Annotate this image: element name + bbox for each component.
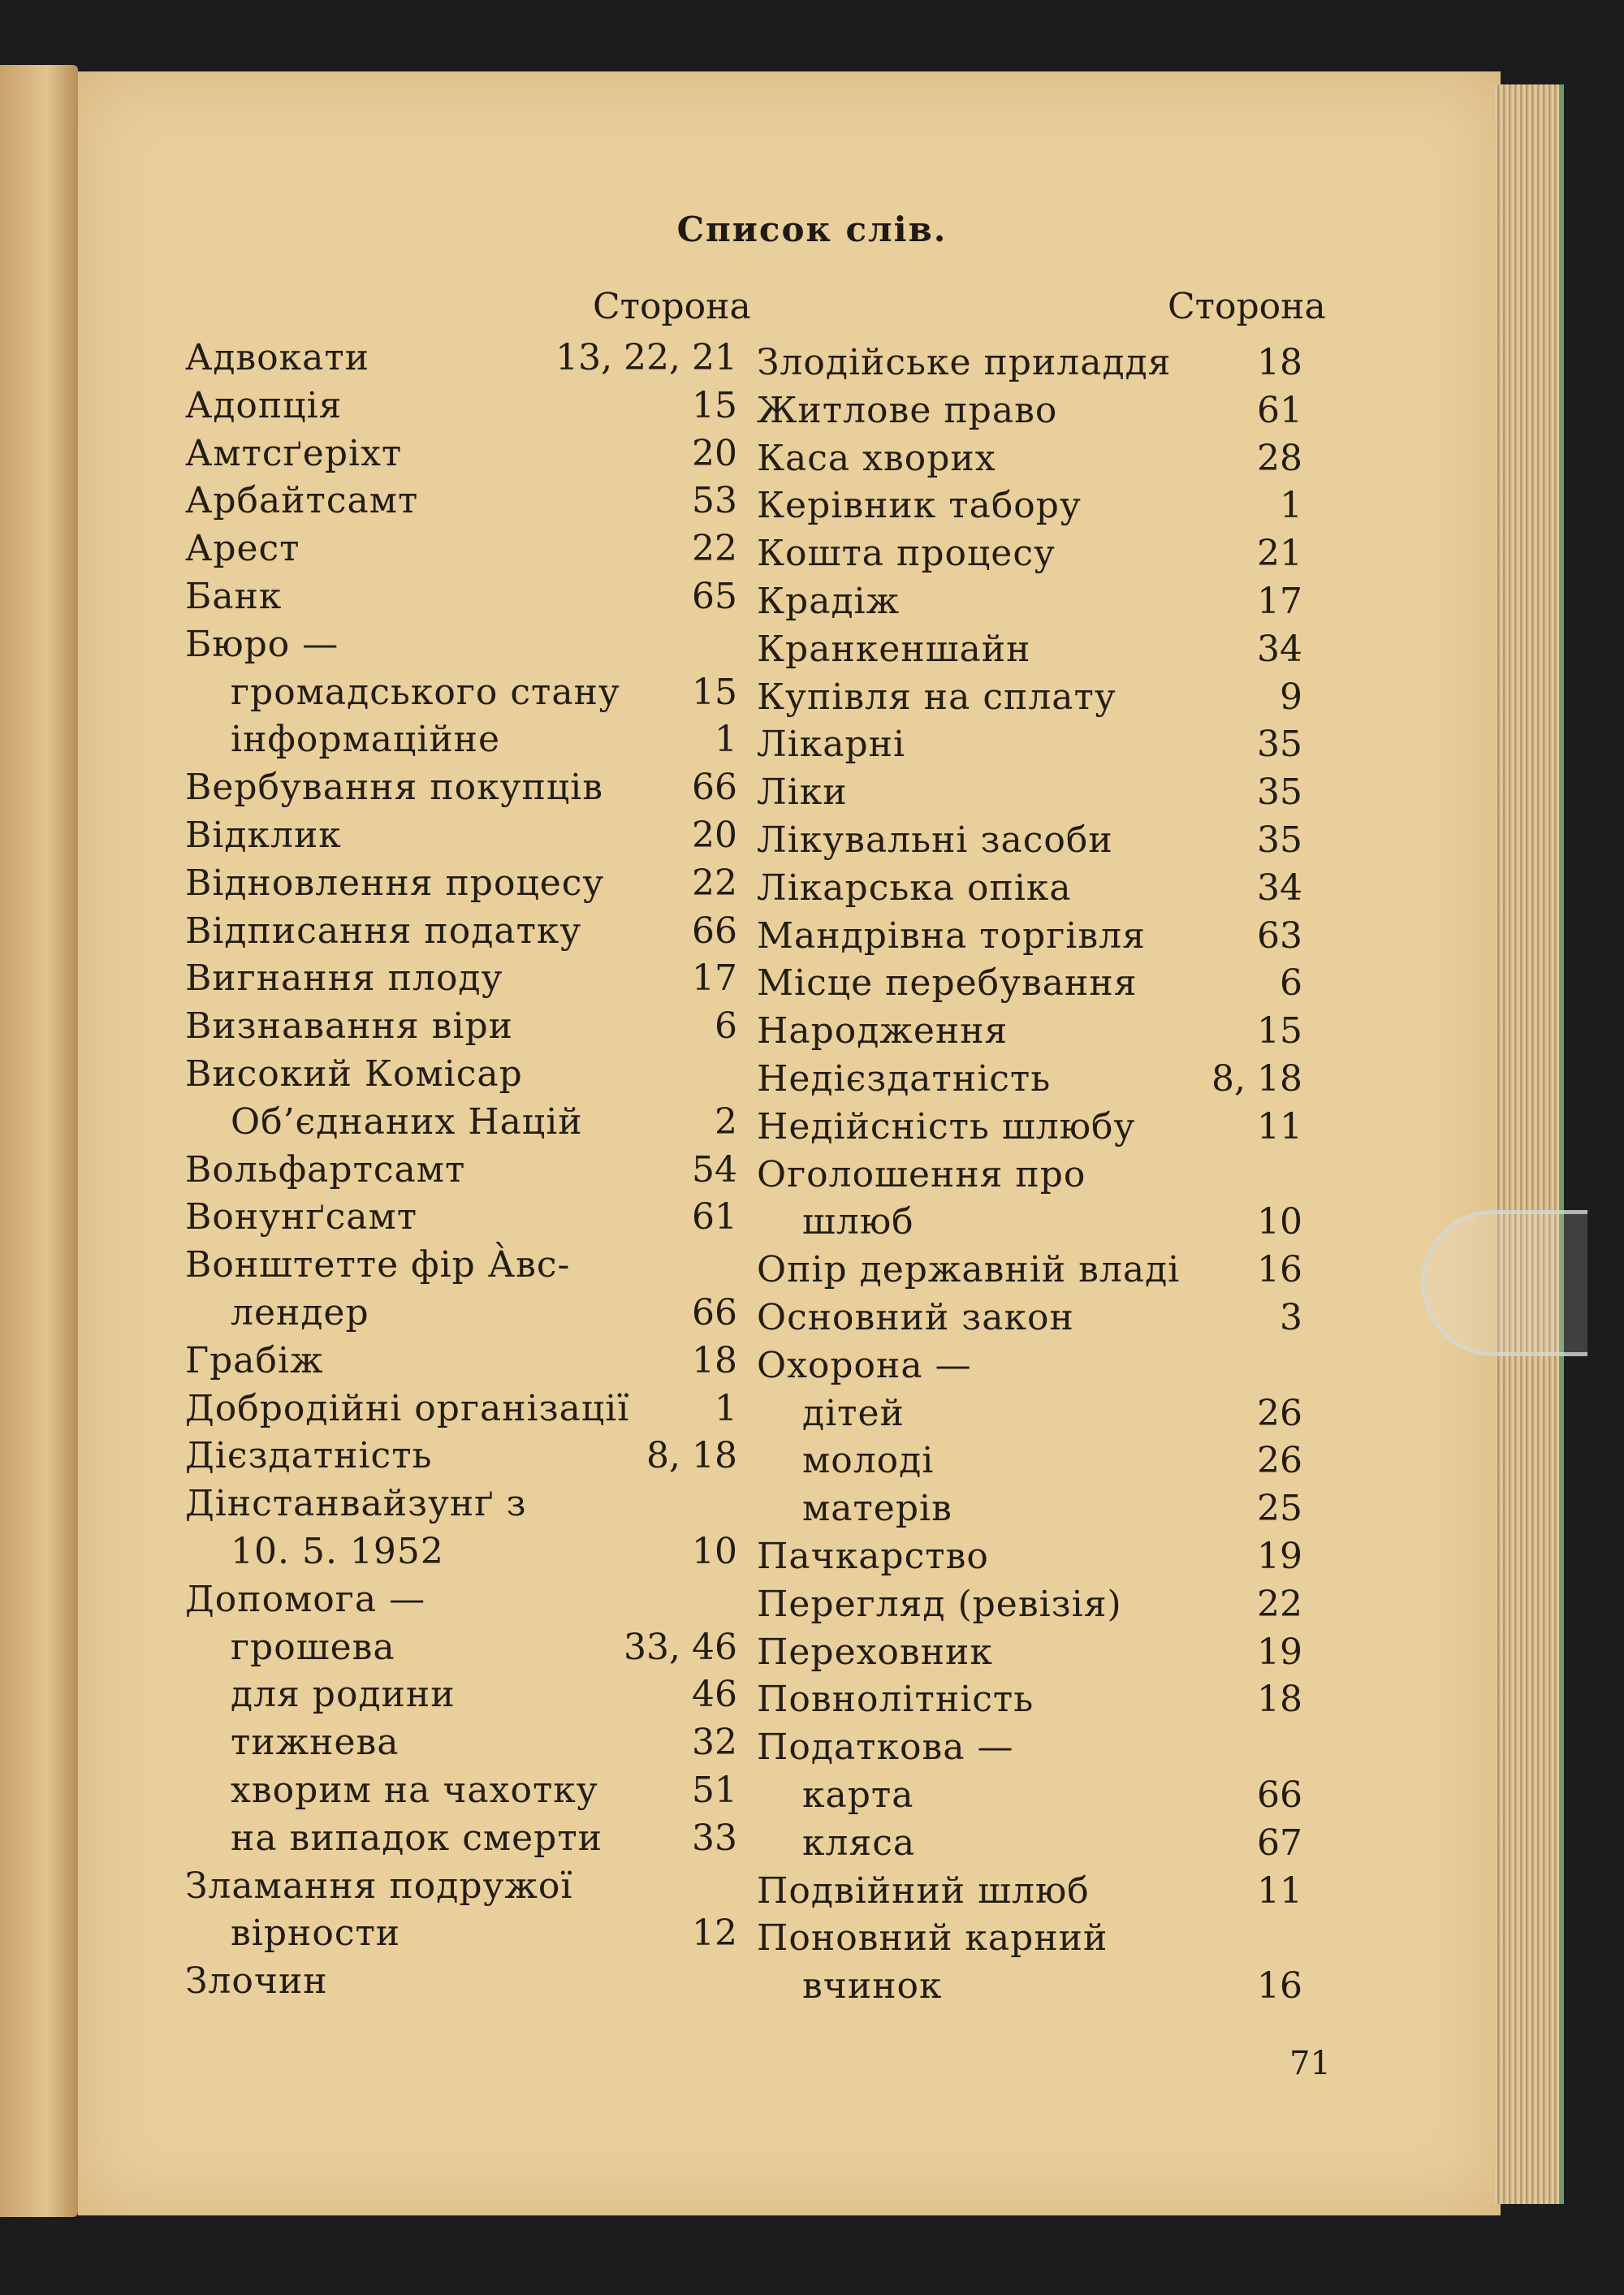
index-page-ref: 32	[692, 1722, 737, 1764]
index-entry	[757, 482, 1302, 530]
paper-clip	[1421, 1210, 1587, 1356]
index-entry	[757, 1104, 1302, 1152]
index-page-ref: 46	[692, 1674, 737, 1716]
index-term: Визнавання віри	[185, 1005, 513, 1048]
index-term: молоді	[802, 1440, 935, 1482]
index-term: Відновлення процесу	[185, 862, 605, 904]
index-page-ref: 18	[1257, 342, 1302, 383]
index-page-ref: 10	[1257, 1201, 1302, 1243]
index-entry	[185, 908, 737, 956]
index-page-ref: 22	[692, 862, 737, 904]
index-term: Грабіж	[185, 1339, 324, 1381]
index-entry	[185, 573, 737, 621]
index-page-ref: 34	[1257, 867, 1302, 909]
index-term: Опір державній владі	[757, 1249, 1181, 1291]
index-page-ref: 3	[1280, 1296, 1302, 1338]
index-page-ref: 19	[1257, 1535, 1302, 1577]
index-term: Основний закон	[757, 1296, 1074, 1338]
index-entry	[757, 1581, 1302, 1629]
index-entry	[185, 1671, 737, 1719]
index-term: Злочин	[185, 1960, 328, 2003]
index-page-ref: 2	[715, 1100, 737, 1143]
index-entry	[757, 1915, 1302, 1963]
index-entry	[185, 1003, 737, 1051]
index-term: Дієздатність	[185, 1435, 433, 1477]
index-entry	[757, 435, 1302, 483]
index-term: Банк	[185, 575, 283, 617]
index-term: Бюро —	[185, 623, 339, 665]
right-column-header: Сторона	[1168, 286, 1326, 327]
index-term: Податкова —	[757, 1727, 1014, 1769]
index-page-ref: 15	[692, 671, 737, 713]
index-page-ref: 12	[692, 1912, 737, 1955]
index-entry	[185, 478, 737, 525]
index-entry	[185, 669, 737, 717]
index-page-ref: 1	[715, 1387, 737, 1429]
index-entry	[757, 339, 1302, 387]
index-term: кляса	[802, 1822, 916, 1864]
index-term: Переховник	[757, 1631, 993, 1673]
index-term: шлюб	[802, 1201, 914, 1243]
index-term: для родини	[231, 1674, 456, 1716]
index-page-ref: 8, 18	[1212, 1057, 1302, 1100]
index-entry	[185, 1290, 737, 1338]
index-page-ref: 21	[1257, 533, 1302, 575]
left-index-column	[185, 335, 737, 2006]
index-page-ref: 34	[1257, 628, 1302, 670]
index-term: громадського стану	[231, 671, 620, 713]
index-term: Пачкарство	[757, 1535, 989, 1577]
index-page-ref: 16	[1257, 1965, 1302, 2008]
index-page-ref: 54	[692, 1148, 737, 1191]
index-page-ref: 22	[692, 528, 737, 570]
index-term: Поновний карний	[757, 1917, 1108, 1960]
index-term: Лікувальні засоби	[757, 819, 1113, 861]
index-term: карта	[802, 1774, 914, 1816]
index-term: хворим на чахотку	[231, 1769, 598, 1811]
index-term: Недійсність шлюбу	[757, 1105, 1136, 1148]
index-entry	[185, 1576, 737, 1624]
index-page-ref: 35	[1257, 819, 1302, 861]
index-entry	[185, 1147, 737, 1195]
index-page-ref: 1	[715, 719, 737, 761]
index-term: Подвійний шлюб	[757, 1869, 1090, 1912]
index-entry	[185, 525, 737, 573]
index-page-ref: 17	[692, 957, 737, 1000]
index-entry	[185, 1480, 737, 1528]
index-page-ref: 17	[1257, 580, 1302, 622]
index-term: Дінстанвайзунґ з	[185, 1483, 527, 1525]
index-term: Вонунґсамт	[185, 1196, 418, 1238]
index-page-ref: 66	[692, 767, 737, 809]
index-page-ref: 67	[1257, 1822, 1302, 1864]
index-entry	[757, 1963, 1302, 2011]
index-page-ref: 26	[1257, 1440, 1302, 1482]
index-entry	[185, 382, 737, 430]
index-entry	[757, 1342, 1302, 1390]
index-entry	[757, 1772, 1302, 1820]
index-page-ref: 15	[692, 384, 737, 426]
index-term: Амтсґеріхт	[185, 432, 403, 474]
index-term: Мандрівна торгівля	[757, 914, 1146, 957]
index-page-ref: 20	[692, 432, 737, 474]
index-term: 10. 5. 1952	[231, 1530, 444, 1572]
index-entry	[757, 1629, 1302, 1677]
index-term: Адопція	[185, 384, 343, 426]
index-term: Об’єднаних Націй	[231, 1100, 583, 1143]
index-term: на випадок смерти	[231, 1817, 603, 1859]
index-page-ref: 63	[1257, 914, 1302, 957]
index-page-ref: 66	[1257, 1774, 1302, 1816]
index-entry	[185, 764, 737, 812]
index-entry	[757, 721, 1302, 769]
index-entry	[185, 1719, 737, 1767]
index-page-ref: 18	[692, 1339, 737, 1381]
index-entry	[757, 1390, 1302, 1438]
index-page-ref: 53	[692, 480, 737, 522]
index-term: вірности	[231, 1912, 401, 1955]
index-term: Купівля на сплату	[757, 676, 1116, 718]
index-page-ref: 33	[692, 1817, 737, 1859]
index-entry	[185, 1624, 737, 1672]
index-term: Керівник табору	[757, 485, 1082, 527]
index-term: Оголошення про	[757, 1153, 1086, 1195]
index-page-ref: 6	[1280, 962, 1302, 1005]
index-term: Кранкеншайн	[757, 628, 1031, 670]
index-page-ref: 11	[1257, 1869, 1302, 1912]
index-entry	[185, 621, 737, 669]
index-entry	[185, 1385, 737, 1433]
index-term: Зламання подружої	[185, 1865, 573, 1907]
index-term: тижнева	[231, 1722, 400, 1764]
index-term: Перегляд (ревізія)	[757, 1583, 1122, 1625]
index-term: Вонштетте фір А̀вс-	[185, 1244, 571, 1286]
index-page-ref: 33, 46	[624, 1626, 737, 1668]
index-term: Адвокати	[185, 337, 370, 378]
index-page-ref: 19	[1257, 1631, 1302, 1673]
index-term: Вербування покупців	[185, 767, 603, 809]
index-entry	[757, 1008, 1302, 1056]
index-entry	[757, 1724, 1302, 1772]
index-term: Добродійні організації	[185, 1387, 630, 1429]
index-term: Житлове право	[757, 389, 1058, 431]
index-entry	[185, 1863, 737, 1911]
index-entry	[757, 1485, 1302, 1533]
index-entry	[185, 1958, 737, 2006]
index-entry	[757, 1247, 1302, 1294]
index-page-ref: 18	[1257, 1679, 1302, 1721]
index-entry	[757, 1676, 1302, 1724]
index-page-ref: 16	[1257, 1249, 1302, 1291]
index-term: Охорона —	[757, 1344, 972, 1386]
index-entry	[757, 1820, 1302, 1868]
left-column-header: Сторона	[593, 286, 751, 327]
index-page-ref: 61	[1257, 389, 1302, 431]
index-page-ref: 22	[1257, 1583, 1302, 1625]
index-entry	[757, 1294, 1302, 1342]
index-term: Народження	[757, 1010, 1009, 1052]
index-term: матерів	[802, 1488, 952, 1530]
index-page-ref: 25	[1257, 1488, 1302, 1530]
index-page-ref: 13, 22, 21	[555, 337, 737, 378]
index-entry	[757, 530, 1302, 578]
index-page-ref: 35	[1257, 724, 1302, 766]
index-entry	[185, 1433, 737, 1480]
index-page-ref: 66	[692, 1291, 737, 1333]
page-number: 71	[1289, 2045, 1331, 2082]
index-term: вчинок	[802, 1965, 943, 2008]
index-term: Вигнання плоду	[185, 957, 503, 1000]
index-term: Повнолітність	[757, 1679, 1034, 1721]
index-term: Місце перебування	[757, 962, 1138, 1005]
index-entry	[185, 1815, 737, 1863]
index-page-ref: 11	[1257, 1105, 1302, 1148]
index-page-ref: 61	[692, 1196, 737, 1238]
index-entry	[185, 1242, 737, 1290]
index-term: Допомога —	[185, 1578, 426, 1620]
index-term: Арбайтсамт	[185, 480, 419, 522]
index-term: Арест	[185, 528, 300, 570]
index-page-ref: 15	[1257, 1010, 1302, 1052]
index-entry	[757, 1056, 1302, 1104]
index-page-ref: 66	[692, 910, 737, 952]
index-entry	[757, 865, 1302, 913]
index-entry	[185, 1194, 737, 1242]
index-entry	[185, 1338, 737, 1385]
index-entry	[185, 335, 737, 382]
index-entry	[757, 387, 1302, 435]
index-entry	[757, 1868, 1302, 1916]
index-page-ref: 26	[1257, 1392, 1302, 1434]
index-term: Високий Комісар	[185, 1052, 523, 1095]
index-entry	[757, 913, 1302, 961]
index-entry	[185, 812, 737, 860]
index-entry	[757, 674, 1302, 722]
index-entry	[757, 1152, 1302, 1199]
index-entry	[757, 578, 1302, 626]
index-term: інформаційне	[231, 719, 501, 761]
index-term: Злодійське приладдя	[757, 342, 1172, 383]
index-entry	[757, 769, 1302, 817]
index-term: Крадіж	[757, 580, 901, 622]
index-entry	[757, 960, 1302, 1008]
index-term: Ліки	[757, 771, 848, 814]
index-page-ref: 28	[1257, 437, 1302, 479]
index-entry	[185, 716, 737, 764]
index-term: Недієздатність	[757, 1057, 1052, 1100]
index-term: Відписання податку	[185, 910, 582, 952]
index-entry	[185, 1528, 737, 1576]
index-page-ref: 20	[692, 814, 737, 856]
index-entry	[185, 1099, 737, 1147]
index-term: Відклик	[185, 814, 342, 856]
index-entry	[757, 817, 1302, 865]
index-page-ref: 8, 18	[646, 1435, 737, 1477]
page-stack-edge	[1494, 84, 1564, 2204]
index-page-ref: 51	[692, 1769, 737, 1811]
index-term: грошева	[231, 1626, 395, 1668]
index-page-ref: 9	[1280, 676, 1302, 718]
index-entry	[185, 1910, 737, 1958]
index-entry	[757, 1437, 1302, 1485]
index-entry	[757, 1199, 1302, 1247]
page-title: Список слів.	[676, 210, 948, 249]
index-term: Кошта процесу	[757, 533, 1056, 575]
index-term: Лікарні	[757, 724, 906, 766]
right-index-column	[757, 339, 1302, 2011]
index-entry	[185, 860, 737, 908]
index-term: лендер	[231, 1291, 369, 1333]
adjacent-page-edge	[0, 65, 78, 2217]
index-entry	[757, 626, 1302, 674]
index-term: Вольфартсамт	[185, 1148, 466, 1191]
index-entry	[185, 1051, 737, 1099]
index-entry	[185, 430, 737, 478]
index-entry	[185, 955, 737, 1003]
index-term: Лікарська опіка	[757, 867, 1072, 909]
index-page-ref: 6	[715, 1005, 737, 1048]
index-page-ref: 10	[692, 1530, 737, 1572]
index-entry	[757, 1533, 1302, 1581]
index-term: Каса хворих	[757, 437, 996, 479]
index-term: дітей	[802, 1392, 905, 1434]
index-entry	[185, 1767, 737, 1815]
index-page-ref: 65	[692, 575, 737, 617]
index-page-ref: 35	[1257, 771, 1302, 814]
index-page-ref: 1	[1280, 485, 1302, 527]
